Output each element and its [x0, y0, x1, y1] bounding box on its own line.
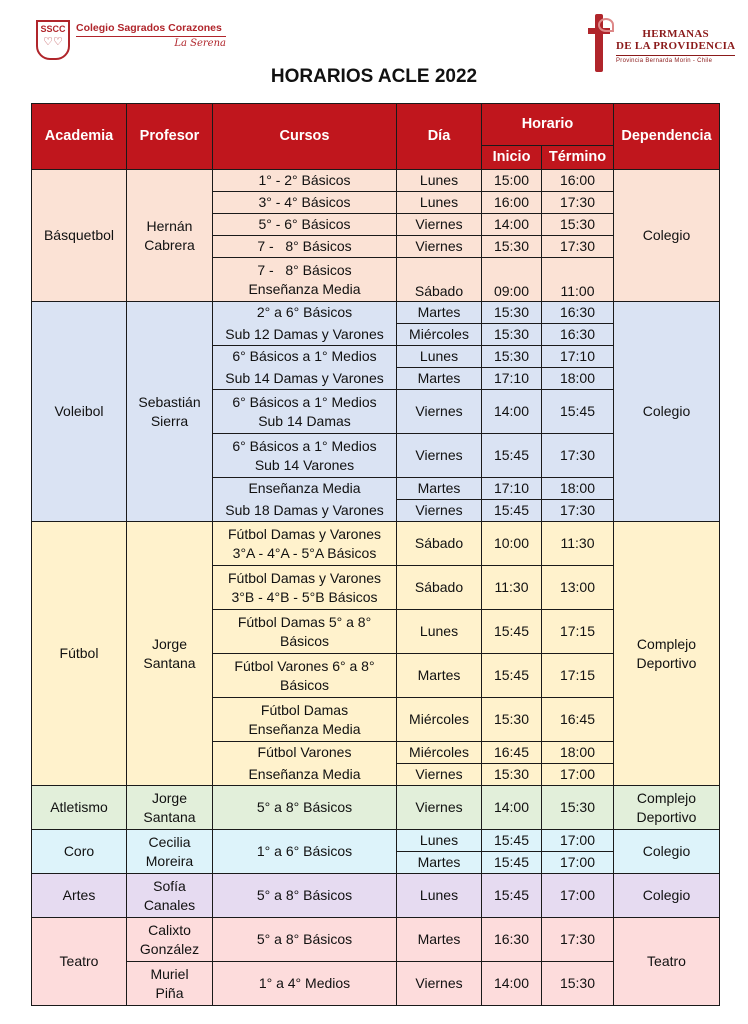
- dia-cell: Viernes: [397, 764, 482, 786]
- dia-cell: Sábado: [397, 566, 482, 610]
- termino-cell: 16:30: [542, 324, 614, 346]
- school-logo: [36, 20, 226, 60]
- termino-cell: 11:30: [542, 522, 614, 566]
- inicio-cell: 15:00: [482, 170, 542, 192]
- table-row: [32, 522, 720, 566]
- inicio-cell: 15:45: [482, 434, 542, 478]
- header-termino: Término: [542, 146, 614, 170]
- inicio-cell: 17:10: [482, 478, 542, 500]
- inicio-cell: 15:45: [482, 874, 542, 918]
- inicio-cell: 15:30: [482, 236, 542, 258]
- academia-cell: Artes: [32, 874, 127, 918]
- termino-cell: 17:00: [542, 852, 614, 874]
- curso-cell: 1° - 2° Básicos: [213, 170, 397, 192]
- header-academia: Academia: [32, 104, 127, 170]
- inicio-cell: 15:45: [482, 654, 542, 698]
- curso-cell: Fútbol Varones: [213, 742, 397, 764]
- curso-cell: Fútbol Damas Enseñanza Media: [213, 698, 397, 742]
- inicio-cell: 16:00: [482, 192, 542, 214]
- curso-cell: 5° a 8° Básicos: [213, 918, 397, 962]
- termino-cell: 17:30: [542, 500, 614, 522]
- inicio-cell: 15:30: [482, 346, 542, 368]
- congregation-divider: [616, 55, 735, 56]
- inicio-cell: 14:00: [482, 214, 542, 236]
- dia-cell: Lunes: [397, 346, 482, 368]
- dia-cell: Miércoles: [397, 742, 482, 764]
- termino-cell: 17:00: [542, 830, 614, 852]
- inicio-cell: 15:30: [482, 324, 542, 346]
- inicio-cell: 11:30: [482, 566, 542, 610]
- school-divider: [76, 36, 226, 37]
- dia-cell: Lunes: [397, 610, 482, 654]
- dependencia-cell: Colegio: [614, 830, 720, 874]
- inicio-cell: 09:00: [482, 258, 542, 302]
- dia-cell: Lunes: [397, 192, 482, 214]
- profesor-cell: Hernán Cabrera: [127, 170, 213, 302]
- dia-cell: Viernes: [397, 214, 482, 236]
- dependencia-cell: Colegio: [614, 170, 720, 302]
- dependencia-cell: Complejo Deportivo: [614, 522, 720, 786]
- curso-cell: 6° Básicos a 1° Medios: [213, 346, 397, 368]
- page-title: HORARIOS ACLE 2022: [270, 66, 478, 87]
- termino-cell: 13:00: [542, 566, 614, 610]
- curso-cell: 1° a 4° Medios: [213, 962, 397, 1006]
- curso-cell: 5° - 6° Básicos: [213, 214, 397, 236]
- curso-cell: 5° a 8° Básicos: [213, 874, 397, 918]
- curso-cell: Enseñanza Media: [213, 478, 397, 500]
- termino-cell: 17:00: [542, 764, 614, 786]
- profesor-cell: Jorge Santana: [127, 522, 213, 786]
- termino-cell: 18:00: [542, 368, 614, 390]
- congregation-line2: DE LA PROVIDENCIA: [616, 40, 736, 52]
- inicio-cell: 17:10: [482, 368, 542, 390]
- profesor-cell: Sebastián Sierra: [127, 302, 213, 522]
- inicio-cell: 16:45: [482, 742, 542, 764]
- schedule-table: [31, 103, 720, 1006]
- termino-cell: 17:30: [542, 236, 614, 258]
- dependencia-cell: Colegio: [614, 302, 720, 522]
- dia-cell: Miércoles: [397, 324, 482, 346]
- profesor-cell: Calixto González: [127, 918, 213, 962]
- profesor-cell: Muriel Piña: [127, 962, 213, 1006]
- dia-cell: Sábado: [397, 522, 482, 566]
- academia-cell: Teatro: [32, 918, 127, 1006]
- dia-cell: Martes: [397, 302, 482, 324]
- curso-cell: 6° Básicos a 1° Medios Sub 14 Varones: [213, 434, 397, 478]
- termino-cell: 17:30: [542, 918, 614, 962]
- dia-cell: Martes: [397, 852, 482, 874]
- termino-cell: 17:30: [542, 192, 614, 214]
- header-inicio: Inicio: [482, 146, 542, 170]
- curso-cell: Fútbol Damas y Varones 3°A - 4°A - 5°A Básicos: [213, 522, 397, 566]
- termino-cell: 15:45: [542, 390, 614, 434]
- curso-cell: 7 - 8° Básicos Enseñanza Media: [213, 258, 397, 302]
- header-profesor: Profesor: [127, 104, 213, 170]
- school-city: La Serena: [174, 38, 226, 49]
- header-horario: Horario: [482, 104, 614, 146]
- curso-cell: 2° a 6° Básicos: [213, 302, 397, 324]
- table-row: [32, 874, 720, 918]
- termino-cell: 15:30: [542, 214, 614, 236]
- curso-cell: 1° a 6° Básicos: [213, 830, 397, 874]
- hearts-icon: ♡♡: [43, 36, 63, 48]
- inicio-cell: 15:30: [482, 764, 542, 786]
- termino-cell: 11:00: [542, 258, 614, 302]
- inicio-cell: 15:30: [482, 698, 542, 742]
- dependencia-cell: Colegio: [614, 874, 720, 918]
- termino-cell: 16:45: [542, 698, 614, 742]
- curso-cell: Fútbol Damas y Varones 3°B - 4°B - 5°B Básicos: [213, 566, 397, 610]
- inicio-cell: 14:00: [482, 962, 542, 1006]
- curso-cell: Sub 14 Damas y Varones: [213, 368, 397, 390]
- table-row: [32, 302, 720, 324]
- dia-cell: Viernes: [397, 500, 482, 522]
- cross-icon: [588, 14, 610, 72]
- inicio-cell: 15:45: [482, 610, 542, 654]
- dia-cell: Miércoles: [397, 698, 482, 742]
- congregation-logo: [588, 14, 735, 72]
- dia-cell: Lunes: [397, 830, 482, 852]
- header-cursos: Cursos: [213, 104, 397, 170]
- profesor-cell: Sofía Canales: [127, 874, 213, 918]
- inicio-cell: 14:00: [482, 390, 542, 434]
- congregation-line1: HERMANAS: [642, 28, 709, 40]
- termino-cell: 15:30: [542, 962, 614, 1006]
- dia-cell: Lunes: [397, 874, 482, 918]
- table-row: [32, 786, 720, 830]
- profesor-cell: Cecilia Moreira: [127, 830, 213, 874]
- curso-cell: Sub 12 Damas y Varones: [213, 324, 397, 346]
- school-logo-text: SSCC: [40, 24, 66, 34]
- inicio-cell: 15:45: [482, 500, 542, 522]
- curso-cell: Enseñanza Media: [213, 764, 397, 786]
- termino-cell: 16:00: [542, 170, 614, 192]
- termino-cell: 17:10: [542, 346, 614, 368]
- curso-cell: 3° - 4° Básicos: [213, 192, 397, 214]
- congregation-province: Provincia Bernarda Morin - Chile: [616, 58, 713, 64]
- header-dia: Día: [397, 104, 482, 170]
- dia-cell: Viernes: [397, 390, 482, 434]
- dependencia-cell: Teatro: [614, 918, 720, 1006]
- dependencia-cell: Complejo Deportivo: [614, 786, 720, 830]
- termino-cell: 17:15: [542, 654, 614, 698]
- curso-cell: 5° a 8° Básicos: [213, 786, 397, 830]
- school-name: Colegio Sagrados Corazones: [76, 22, 222, 34]
- inicio-cell: 10:00: [482, 522, 542, 566]
- inicio-cell: 15:45: [482, 852, 542, 874]
- inicio-cell: 15:45: [482, 830, 542, 852]
- academia-cell: Básquetbol: [32, 170, 127, 302]
- curso-cell: Fútbol Damas 5° a 8° Básicos: [213, 610, 397, 654]
- inicio-cell: 14:00: [482, 786, 542, 830]
- school-shield-icon: [36, 20, 70, 60]
- termino-cell: 16:30: [542, 302, 614, 324]
- dia-cell: Viernes: [397, 434, 482, 478]
- inicio-cell: 15:30: [482, 302, 542, 324]
- curso-cell: 6° Básicos a 1° Medios Sub 14 Damas: [213, 390, 397, 434]
- dia-cell: Sábado: [397, 258, 482, 302]
- termino-cell: 17:00: [542, 874, 614, 918]
- table-row: [32, 830, 720, 852]
- table-row: [32, 170, 720, 192]
- curso-cell: 7 - 8° Básicos: [213, 236, 397, 258]
- dia-cell: Martes: [397, 478, 482, 500]
- curso-cell: Sub 18 Damas y Varones: [213, 500, 397, 522]
- table-row: [32, 918, 720, 962]
- dia-cell: Martes: [397, 918, 482, 962]
- inicio-cell: 16:30: [482, 918, 542, 962]
- dia-cell: Martes: [397, 654, 482, 698]
- dia-cell: Viernes: [397, 962, 482, 1006]
- header-dependencia: Dependencia: [614, 104, 720, 170]
- academia-cell: Atletismo: [32, 786, 127, 830]
- termino-cell: 15:30: [542, 786, 614, 830]
- academia-cell: Coro: [32, 830, 127, 874]
- dia-cell: Martes: [397, 368, 482, 390]
- termino-cell: 18:00: [542, 742, 614, 764]
- dia-cell: Lunes: [397, 170, 482, 192]
- termino-cell: 17:15: [542, 610, 614, 654]
- academia-cell: Fútbol: [32, 522, 127, 786]
- termino-cell: 17:30: [542, 434, 614, 478]
- profesor-cell: Jorge Santana: [127, 786, 213, 830]
- termino-cell: 18:00: [542, 478, 614, 500]
- dia-cell: Viernes: [397, 786, 482, 830]
- academia-cell: Voleibol: [32, 302, 127, 522]
- dia-cell: Viernes: [397, 236, 482, 258]
- curso-cell: Fútbol Varones 6° a 8° Básicos: [213, 654, 397, 698]
